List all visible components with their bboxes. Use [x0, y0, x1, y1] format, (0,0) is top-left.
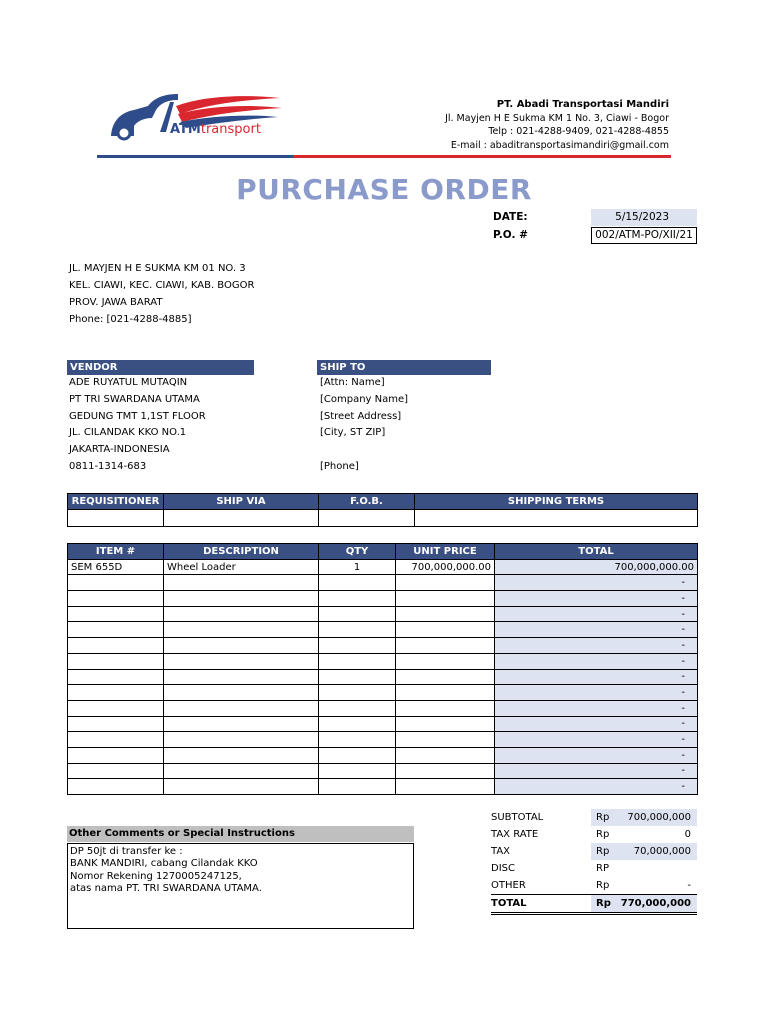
comment-line: Nomor Rekening 1270005247125, [70, 870, 242, 882]
qty-cell [319, 716, 396, 732]
total-cell: - [495, 747, 698, 763]
subtotal-row [491, 809, 697, 826]
item-number-cell [68, 779, 164, 795]
comment-line: DP 50jt di transfer ke : [70, 846, 183, 857]
item-row [68, 575, 698, 591]
description-cell [164, 606, 319, 622]
sender-line: JL. MAYJEN H E SUKMA KM 01 NO. 3 [69, 263, 246, 274]
total-cell: - [495, 732, 698, 748]
disc-row [491, 860, 697, 877]
sender-phone: Phone: [021-4288-4885] [69, 314, 192, 325]
comment-line: BANK MANDIRI, cabang Cilandak KKO [70, 858, 258, 870]
item-row [68, 638, 698, 654]
item-number-cell [68, 763, 164, 779]
po-number-value: 002/ATM-PO/XII/21 [591, 227, 697, 244]
description-cell [164, 716, 319, 732]
item-number-cell [68, 669, 164, 685]
unit-price-cell [396, 622, 495, 638]
unit-price-cell [396, 685, 495, 701]
qty-cell [319, 653, 396, 669]
description-cell [164, 779, 319, 795]
item-number-cell [68, 685, 164, 701]
ship-to-line: [City, ST ZIP] [320, 427, 386, 439]
company-name: PT. Abadi Transportasi Mandiri [496, 99, 669, 110]
unit-price-cell [396, 653, 495, 669]
other-currency: Rp [596, 880, 610, 891]
unit-price-cell [396, 747, 495, 763]
qty-cell [319, 779, 396, 795]
comments-header: Other Comments or Special Instructions [67, 826, 414, 842]
company-logo [108, 88, 293, 148]
tax-label: TAX [491, 846, 511, 857]
vendor-block [67, 360, 254, 476]
tax-rate-currency: Rp [596, 829, 610, 840]
item-number-cell [68, 575, 164, 591]
description-cell: Wheel Loader [164, 559, 319, 575]
item-row [68, 653, 698, 669]
qty-cell [319, 591, 396, 607]
vendor-line: ADE RUYATUL MUTAQIN [69, 377, 188, 388]
ship-to-line: [Company Name] [320, 393, 409, 405]
header-rule-blue [97, 155, 293, 158]
total-cell: - [495, 606, 698, 622]
total-cell: - [495, 779, 698, 795]
company-info [445, 98, 669, 152]
tax-value: 70,000,000 [613, 843, 697, 860]
requisitioner-cell [68, 509, 164, 526]
items-header-row [68, 544, 698, 560]
qty-cell [319, 638, 396, 654]
description-cell [164, 685, 319, 701]
qty-cell [319, 685, 396, 701]
description-cell [164, 622, 319, 638]
item-row [68, 685, 698, 701]
qty-cell [319, 669, 396, 685]
unit-price-cell [396, 732, 495, 748]
comments-box [67, 843, 414, 929]
unit-price-cell [396, 591, 495, 607]
col-fob: F.O.B. [319, 494, 415, 510]
item-number-cell [68, 622, 164, 638]
total-value: 770,000,000 [613, 895, 697, 912]
ship-via-cell [164, 509, 319, 526]
total-currency: Rp [591, 895, 613, 912]
totals-block [491, 809, 697, 915]
subtotal-value: 700,000,000 [613, 809, 697, 826]
other-row [491, 877, 697, 894]
logo-text-atm: ATM [170, 122, 201, 137]
item-number-cell: SEM 655D [68, 559, 164, 575]
item-number-cell [68, 747, 164, 763]
disc-value [613, 860, 697, 877]
shipping-table [67, 493, 698, 527]
ship-to-line: [Attn: Name] [320, 377, 385, 388]
description-cell [164, 653, 319, 669]
total-cell: - [495, 638, 698, 654]
total-cell: - [495, 591, 698, 607]
description-cell [164, 638, 319, 654]
tax-row [491, 843, 697, 860]
shipping-value-row [68, 509, 698, 526]
comment-line: atas nama PT. TRI SWARDANA UTAMA. [70, 883, 262, 895]
total-cell: - [495, 575, 698, 591]
vendor-line: GEDUNG TMT 1,1ST FLOOR [69, 410, 206, 422]
total-cell: - [495, 622, 698, 638]
header-rule-red [293, 155, 671, 158]
description-cell [164, 763, 319, 779]
company-email: E-mail : abaditransportasimandiri@gmail.com [450, 139, 669, 151]
sender-address [69, 260, 254, 328]
description-cell [164, 732, 319, 748]
qty-cell: 1 [319, 559, 396, 575]
disc-currency: RP [596, 863, 609, 874]
date-label: DATE: [493, 211, 528, 223]
document-title: PURCHASE ORDER [236, 173, 532, 206]
logo-text-transport: transport [200, 122, 261, 137]
sender-line: KEL. CIAWI, KEC. CIAWI, KAB. BOGOR [69, 280, 255, 291]
item-row [68, 669, 698, 685]
col-shipping-terms: SHIPPING TERMS [415, 494, 698, 510]
qty-cell [319, 747, 396, 763]
other-value: - [687, 880, 691, 891]
total-label: TOTAL [491, 898, 527, 909]
item-row [68, 779, 698, 795]
item-row [68, 747, 698, 763]
total-cell: - [495, 653, 698, 669]
item-row [68, 591, 698, 607]
qty-cell [319, 575, 396, 591]
vendor-line: JL. CILANDAK KKO NO.1 [69, 427, 187, 439]
qty-cell [319, 622, 396, 638]
qty-cell [319, 763, 396, 779]
description-cell [164, 575, 319, 591]
description-cell [164, 591, 319, 607]
item-number-cell [68, 606, 164, 622]
vendor-line: PT TRI SWARDANA UTAMA [69, 393, 200, 405]
vendor-header: VENDOR [67, 360, 254, 375]
vendor-line: JAKARTA-INDONESIA [69, 444, 170, 456]
unit-price-cell [396, 606, 495, 622]
qty-cell [319, 606, 396, 622]
item-number-cell [68, 716, 164, 732]
item-row [68, 622, 698, 638]
company-address: Jl. Mayjen H E Sukma KM 1 No. 3, Ciawi - Bogor [445, 112, 669, 124]
item-number-cell [68, 591, 164, 607]
total-cell: - [495, 716, 698, 732]
col-item-number: ITEM # [68, 544, 164, 560]
item-row [68, 716, 698, 732]
tax-rate-value: 0 [684, 829, 691, 840]
tax-rate-row [491, 826, 697, 843]
ship-to-line [320, 442, 491, 459]
unit-price-cell [396, 575, 495, 591]
item-number-cell [68, 700, 164, 716]
sender-line: PROV. JAWA BARAT [69, 297, 163, 308]
ship-to-header: SHIP TO [317, 360, 491, 375]
unit-price-cell [396, 700, 495, 716]
item-row [68, 763, 698, 779]
item-number-cell [68, 638, 164, 654]
total-cell: 700,000,000.00 [495, 559, 698, 575]
po-number-label: P.O. # [493, 229, 528, 241]
total-cell: - [495, 763, 698, 779]
item-row [68, 700, 698, 716]
ship-to-phone: [Phone] [320, 460, 359, 472]
company-phone: Telp : 021-4288-9409, 021-4288-4855 [488, 126, 669, 137]
ship-to-line: [Street Address] [320, 410, 402, 422]
tax-currency: Rp [591, 843, 613, 860]
ship-to-block [317, 360, 491, 476]
unit-price-cell [396, 779, 495, 795]
other-label: OTHER [491, 880, 526, 891]
fob-cell [319, 509, 415, 526]
shipping-header-row [68, 494, 698, 510]
total-cell: - [495, 685, 698, 701]
col-total: TOTAL [495, 544, 698, 560]
subtotal-label: SUBTOTAL [491, 812, 544, 823]
unit-price-cell [396, 669, 495, 685]
disc-label: DISC [491, 863, 515, 874]
qty-cell [319, 732, 396, 748]
col-requisitioner: REQUISITIONER [68, 494, 164, 510]
col-description: DESCRIPTION [164, 544, 319, 560]
vendor-phone: 0811-1314-683 [69, 460, 147, 472]
description-cell [164, 700, 319, 716]
col-unit-price: UNIT PRICE [396, 544, 495, 560]
item-row [68, 606, 698, 622]
unit-price-cell: 700,000,000.00 [396, 559, 495, 575]
col-qty: QTY [319, 544, 396, 560]
items-table [67, 543, 698, 795]
item-number-cell [68, 732, 164, 748]
item-row [68, 559, 698, 575]
total-row [491, 894, 697, 915]
unit-price-cell [396, 638, 495, 654]
truck-logo-icon [108, 88, 293, 148]
total-cell: - [495, 669, 698, 685]
col-ship-via: SHIP VIA [164, 494, 319, 510]
item-row [68, 732, 698, 748]
date-value: 5/15/2023 [591, 209, 697, 226]
shipping-terms-cell [415, 509, 698, 526]
unit-price-cell [396, 716, 495, 732]
item-number-cell [68, 653, 164, 669]
unit-price-cell [396, 763, 495, 779]
tax-rate-label: TAX RATE [491, 829, 539, 840]
description-cell [164, 669, 319, 685]
total-cell: - [495, 700, 698, 716]
subtotal-currency: Rp [591, 809, 613, 826]
description-cell [164, 747, 319, 763]
qty-cell [319, 700, 396, 716]
